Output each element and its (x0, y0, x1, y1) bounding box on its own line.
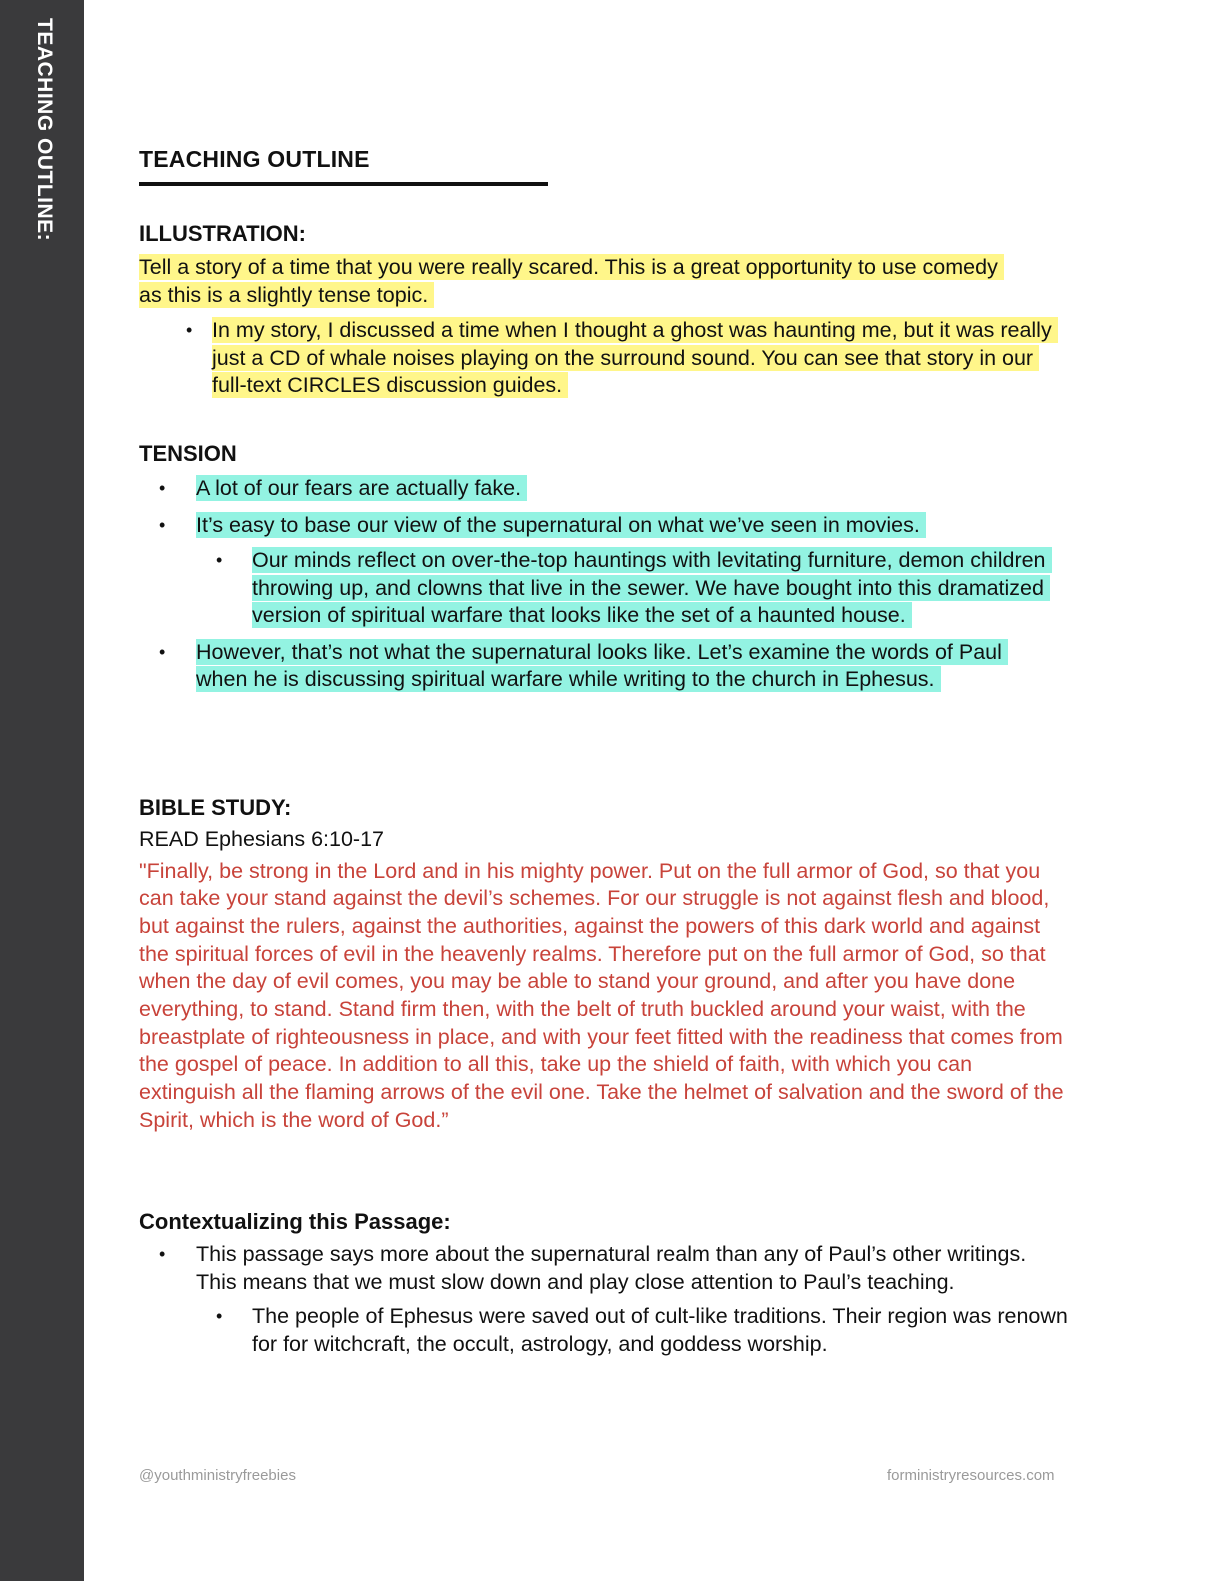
bullet-icon: • (159, 514, 166, 535)
context-bullet-1-text: This passage says more about the supernatural realm than any of Paul’s other writings. This means that we must slow down and play close attention to Paul’s teaching. (196, 1242, 1027, 1294)
tension-section (139, 440, 1079, 694)
bullet-icon: • (216, 550, 223, 570)
illustration-heading: ILLUSTRATION: (139, 221, 307, 246)
illustration-bullet-item (139, 317, 1072, 400)
context-section (139, 1208, 1079, 1358)
tension-bullet-1-text: A lot of our fears are actually fake. (196, 475, 527, 501)
illustration-bullet-text: In my story, I discussed a time when I thought a ghost was haunting me, but it was really just a CD of whale noises playing on the surround sound. You can see that story in our full-text CIRCLES discussion guides. (212, 317, 1058, 398)
context-heading: Contextualizing this Passage: (139, 1209, 451, 1234)
bullet-icon: • (159, 478, 166, 498)
context-bullet-1 (139, 1241, 1056, 1296)
footer-website: forministryresources.com (887, 1467, 1055, 1484)
sidebar-label: TEACHING OUTLINE: (33, 18, 56, 242)
bullet-icon: • (186, 320, 193, 340)
tension-bullet-2 (139, 512, 1056, 540)
bible-study-section (139, 794, 1079, 1135)
footer-social-handle: @youthministryfreebies (139, 1467, 296, 1484)
scripture-reference: READ Ephesians 6:10-17 (139, 827, 385, 851)
tension-bullet-3-text: However, that’s not what the supernatural looks like. Let’s examine the words of Paul when he is discussing spiritual warfare while writing to the church in Ephesus. (196, 639, 1008, 693)
bullet-icon: • (216, 1306, 223, 1326)
scripture-passage: "Finally, be strong in the Lord and in his mighty power. Put on the full armor of God, so that you can take your stand against the devil’s schemes. For our struggle is not against flesh and blood, but against the rulers, against the authorities, against the powers of this dark world and against the spiritual forces of evil in the heavenly realms. Therefore put on the full armor of God, so that when the day of evil comes, you may be able to stand your ground, and after you have done everything, to stand. Stand firm then, with the belt of truth buckled around your waist, with the breastplate of righteousness in place, and with your feet fitted with the readiness that comes from the gospel of peace. In addition to all this, take up the shield of faith, with which you can extinguish all the flaming arrows of the evil one. Take the helmet of salvation and the sword of the Spirit, which is the word of God.” (139, 858, 1064, 1132)
bible-study-heading: BIBLE STUDY: (139, 795, 292, 820)
bullet-icon: • (159, 1244, 166, 1264)
page-title: TEACHING OUTLINE (139, 146, 370, 172)
tension-bullet-2-text: It’s easy to base our view of the supernatural on what we’ve seen in movies. (196, 512, 926, 538)
illustration-body-text: Tell a story of a time that you were really scared. This is a great opportunity to use comedy as this is a slightly tense topic. (139, 254, 1004, 308)
sidebar (0, 0, 84, 1581)
tension-bullet-1 (139, 475, 1056, 503)
context-sub-bullet (139, 1303, 1072, 1358)
title-divider (139, 182, 548, 186)
tension-bullet-3 (139, 639, 1056, 694)
tension-sub-bullet (139, 547, 1072, 630)
illustration-section (139, 220, 1079, 400)
tension-sub-bullet-text: Our minds reflect on over-the-top hauntings with levitating furniture, demon children throwing up, and clowns that live in the sewer. We have bought into this dramatized version of spiritual warfare that looks like the set of a haunted house. (252, 547, 1052, 628)
illustration-body (139, 254, 1019, 309)
bullet-icon: • (159, 641, 166, 662)
tension-heading: TENSION (139, 441, 237, 466)
context-sub-bullet-text: The people of Ephesus were saved out of cult-like traditions. Their region was renown for for witchcraft, the occult, astrology, and goddess worship. (252, 1304, 1068, 1356)
